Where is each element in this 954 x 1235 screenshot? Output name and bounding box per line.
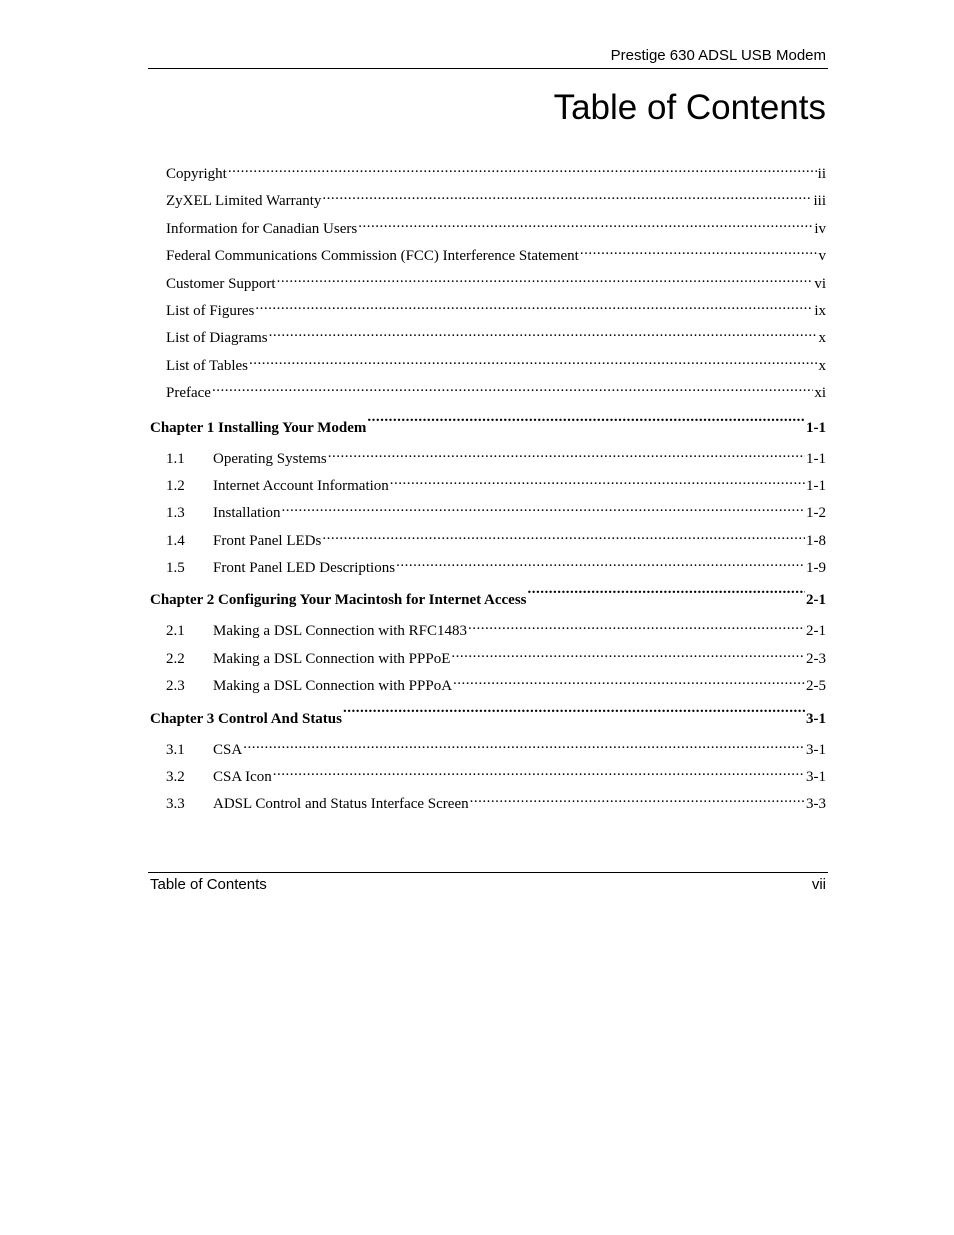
toc-page-number: ii — [817, 166, 826, 182]
toc-section-2-3[interactable] — [148, 674, 826, 701]
toc-page-number: 3-1 — [806, 710, 826, 727]
toc-section-number: 3.2 — [166, 769, 185, 786]
dot-leader — [343, 707, 805, 723]
toc-section-title: Installation — [213, 505, 281, 522]
toc-section-2-1[interactable] — [148, 619, 826, 646]
toc-page-number: 2-1 — [806, 623, 826, 640]
toc-section-number: 2.1 — [166, 623, 185, 640]
dot-leader — [367, 416, 805, 432]
toc-section-2-2[interactable] — [148, 647, 826, 674]
toc-entry-title: Preface — [166, 385, 211, 402]
header-text: Prestige 630 ADSL USB Modem — [610, 47, 826, 64]
toc-chapter-1[interactable] — [148, 411, 826, 447]
toc-entry-title: List of Figures — [166, 302, 255, 319]
toc-section-title: CSA — [213, 741, 243, 758]
toc-entry-title: Information for Canadian Users — [166, 220, 358, 237]
toc-section-number: 2.2 — [166, 650, 185, 667]
toc-section-number: 1.1 — [166, 450, 185, 467]
toc-section-title: Internet Account Information — [213, 477, 389, 494]
dot-leader — [322, 189, 812, 205]
toc-page-number: iii — [813, 193, 826, 210]
toc-page-number: ix — [814, 302, 826, 319]
toc-section-title: ADSL Control and Status Interface Screen — [213, 796, 469, 813]
toc-section-number: 1.5 — [166, 560, 185, 577]
dot-leader — [390, 474, 805, 490]
toc-section-number: 1.2 — [166, 477, 185, 494]
page-title: Table of Contents — [553, 88, 826, 127]
toc-page-number: 3-1 — [806, 741, 826, 758]
toc-section-1-2[interactable] — [148, 474, 826, 501]
toc-page-number: 1-9 — [806, 560, 826, 577]
toc-page-number: vi — [814, 275, 826, 292]
toc-section-title: Making a DSL Connection with PPPoE — [213, 650, 451, 667]
toc-page-number: iv — [814, 220, 826, 237]
dot-leader — [358, 217, 813, 233]
toc-section-3-2[interactable] — [148, 765, 826, 792]
toc-entry-preface[interactable] — [148, 381, 826, 408]
toc-entry-title: List of Diagrams — [166, 330, 268, 347]
toc-page-number: 2-1 — [806, 592, 826, 609]
toc-page-number: x — [818, 357, 826, 374]
toc-section-title: Making a DSL Connection with PPPoA — [213, 678, 453, 695]
dot-leader — [396, 556, 805, 572]
dot-leader — [470, 792, 805, 808]
dot-leader — [269, 326, 818, 342]
toc-section-title: Operating Systems — [213, 450, 327, 467]
toc-section-title: Front Panel LEDs — [213, 532, 322, 549]
table-of-contents — [148, 162, 826, 820]
toc-page-number: 2-3 — [806, 650, 826, 667]
toc-section-title: Front Panel LED Descriptions — [213, 560, 396, 577]
dot-leader — [328, 447, 805, 463]
toc-entry-title: ZyXEL Limited Warranty — [166, 193, 322, 210]
toc-page-number: 1-1 — [806, 450, 826, 467]
dot-leader — [528, 588, 805, 604]
footer-section-name: Table of Contents — [150, 876, 267, 893]
dot-leader — [282, 501, 806, 517]
footer-page-number: vii — [811, 876, 826, 893]
toc-page-number: 2-5 — [806, 678, 826, 695]
toc-entry-fcc[interactable] — [148, 244, 826, 271]
toc-entry-title: Customer Support — [166, 275, 276, 292]
toc-section-number: 1.4 — [166, 532, 185, 549]
toc-chapter-title: Chapter 1 Installing Your Modem — [150, 419, 367, 436]
toc-entry-copyright[interactable] — [148, 162, 826, 189]
dot-leader — [255, 299, 813, 315]
toc-section-1-4[interactable] — [148, 529, 826, 556]
dot-leader — [273, 765, 805, 781]
toc-section-3-1[interactable] — [148, 738, 826, 765]
toc-entry-list-of-tables[interactable] — [148, 354, 826, 381]
toc-page-number: 1-1 — [806, 419, 826, 436]
toc-section-number: 3.3 — [166, 796, 185, 813]
toc-section-1-3[interactable] — [148, 501, 826, 528]
toc-section-title: CSA Icon — [213, 769, 272, 786]
toc-page-number: 3-3 — [806, 796, 826, 813]
toc-entry-list-of-figures[interactable] — [148, 299, 826, 326]
toc-page-number: x — [818, 330, 826, 347]
toc-section-number: 2.3 — [166, 678, 185, 695]
page-footer — [148, 872, 828, 895]
toc-chapter-2[interactable] — [148, 583, 826, 619]
toc-page-number: 1-2 — [806, 505, 826, 522]
dot-leader — [451, 647, 805, 663]
toc-section-3-3[interactable] — [148, 792, 826, 819]
toc-section-title: Making a DSL Connection with RFC1483 — [213, 623, 468, 640]
toc-entry-list-of-diagrams[interactable] — [148, 326, 826, 353]
dot-leader — [212, 381, 813, 397]
toc-page-number: v — [818, 248, 826, 265]
dot-leader — [243, 738, 805, 754]
toc-entry-customer-support[interactable] — [148, 272, 826, 299]
toc-chapter-title: Chapter 2 Configuring Your Macintosh for Internet Access — [150, 592, 527, 609]
toc-chapter-3[interactable] — [148, 702, 826, 738]
dot-leader — [228, 162, 817, 178]
dot-leader — [453, 674, 805, 690]
dot-leader — [249, 354, 818, 370]
toc-section-number: 3.1 — [166, 741, 185, 758]
toc-entry-title: List of Tables — [166, 357, 248, 374]
dot-leader — [277, 272, 814, 288]
toc-entry-title: Copyright — [166, 166, 227, 182]
toc-section-1-1[interactable] — [148, 447, 826, 474]
toc-page-number: 1-8 — [806, 532, 826, 549]
toc-entry-canadian-users[interactable] — [148, 217, 826, 244]
toc-page-number: 3-1 — [806, 769, 826, 786]
toc-section-number: 1.3 — [166, 505, 185, 522]
toc-page-number: xi — [814, 385, 826, 402]
page-header — [148, 46, 828, 69]
toc-entry-warranty[interactable] — [148, 189, 826, 216]
toc-entry-title: Federal Communications Commission (FCC) Interference Statement — [166, 248, 579, 265]
dot-leader — [322, 529, 805, 545]
toc-page-number: 1-1 — [806, 477, 826, 494]
dot-leader — [468, 619, 805, 635]
dot-leader — [580, 244, 818, 260]
toc-chapter-title: Chapter 3 Control And Status — [150, 710, 342, 727]
toc-section-1-5[interactable] — [148, 556, 826, 583]
